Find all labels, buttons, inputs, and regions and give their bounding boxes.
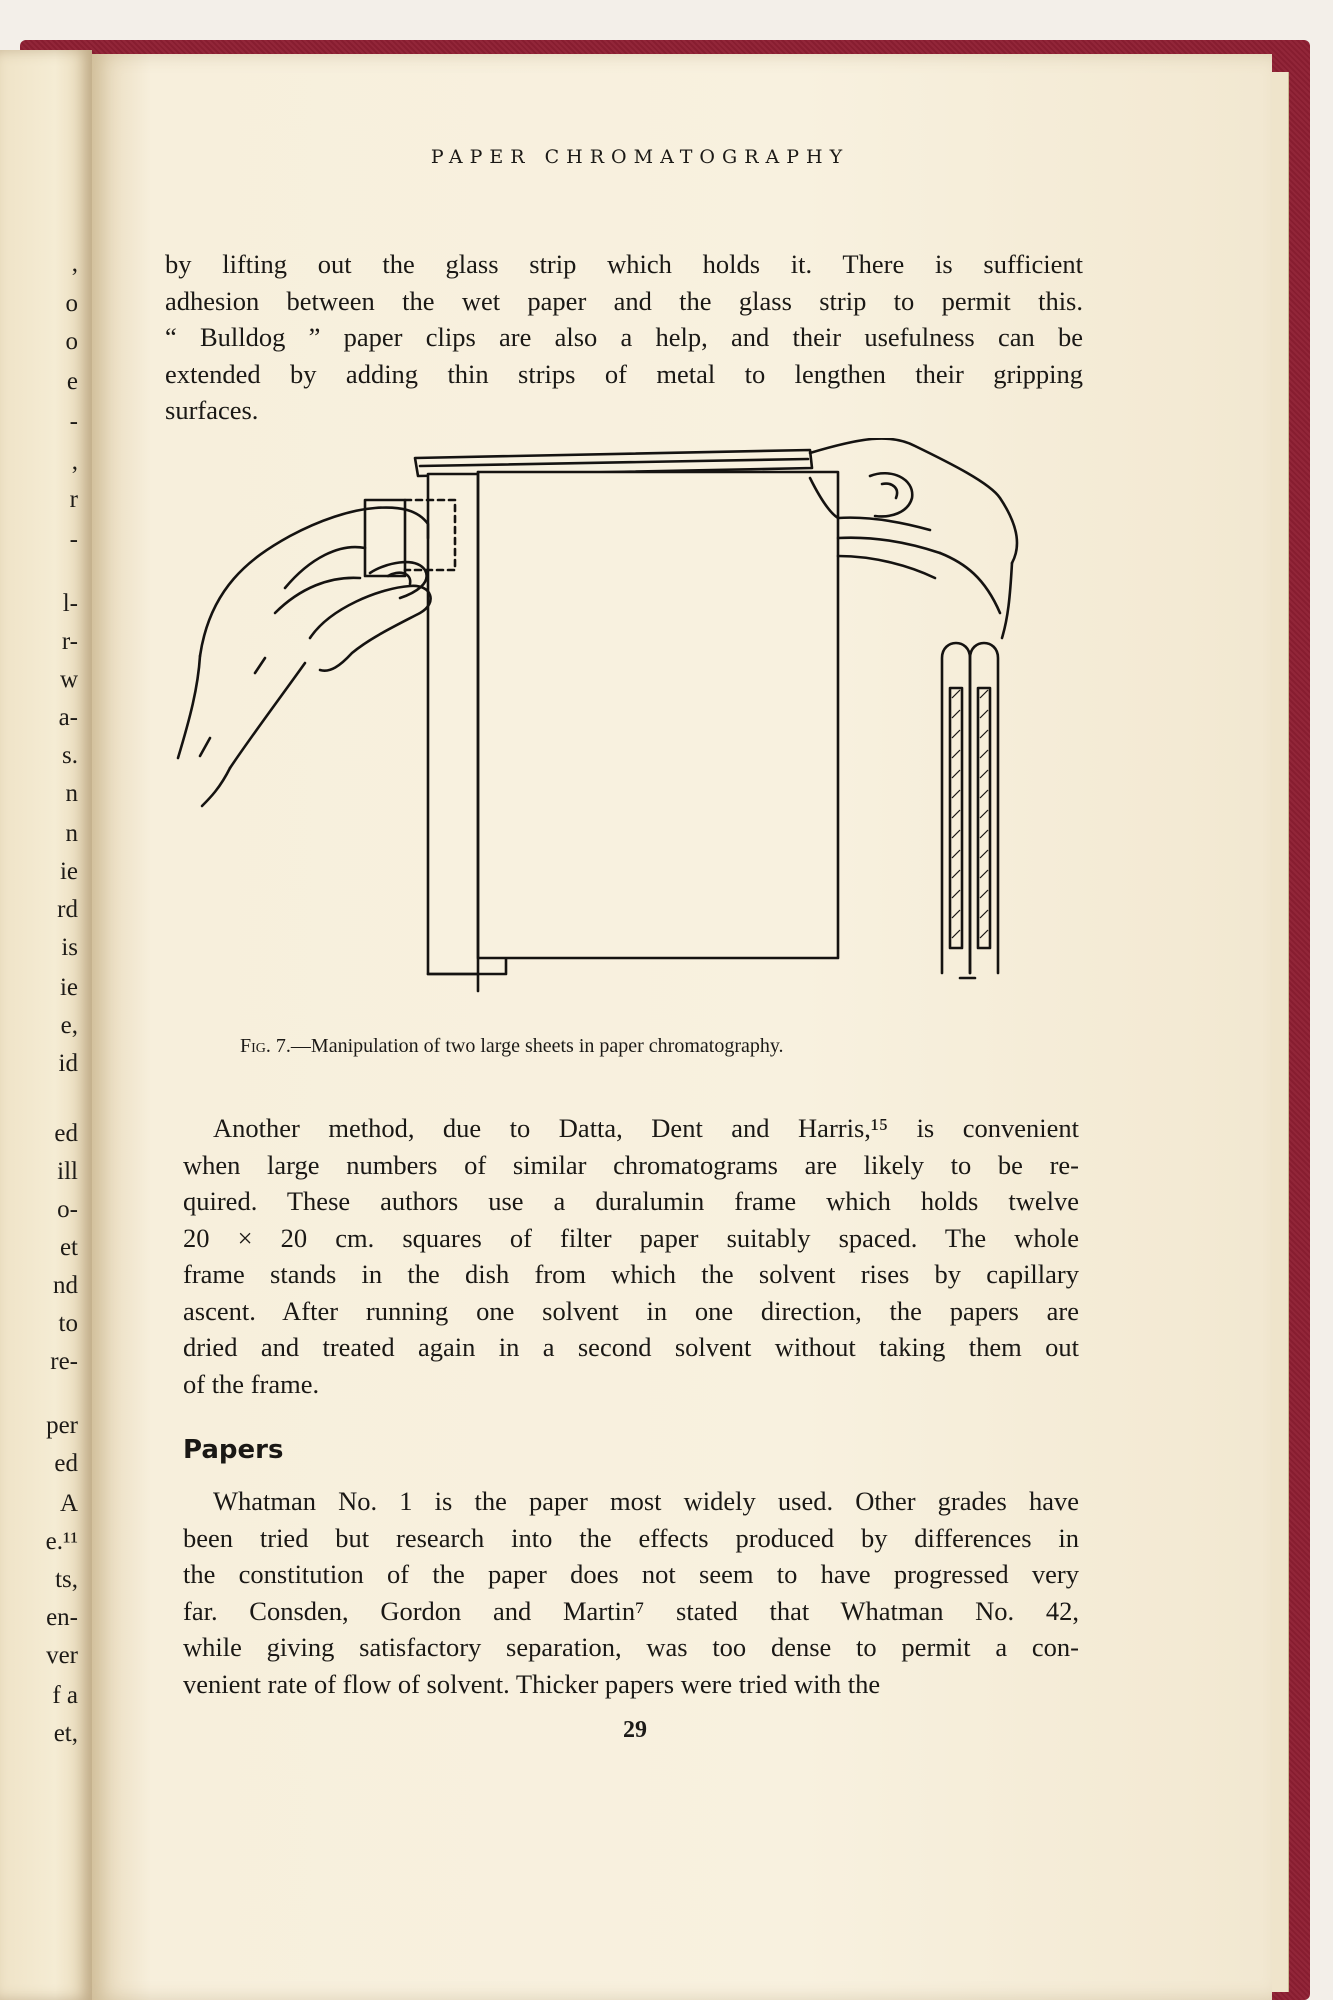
front-sheet bbox=[478, 472, 838, 958]
left-page-fragment: e, bbox=[60, 1012, 78, 1039]
text-line: quired. These authors use a duralumin frame which holds twelve bbox=[183, 1186, 1079, 1216]
text-line: when large numbers of similar chromatograms are likely to be re- bbox=[183, 1149, 1079, 1180]
left-page-fragment: e bbox=[66, 368, 78, 395]
paragraph-3 bbox=[183, 1483, 1079, 1702]
section-heading: Papers bbox=[183, 1435, 284, 1465]
left-page-fragment: nd bbox=[53, 1272, 78, 1299]
left-page-fragment: en- bbox=[46, 1604, 78, 1631]
text-line: adhesion between the wet paper and the glass strip to permit this. bbox=[165, 285, 1083, 316]
left-page bbox=[0, 50, 92, 2000]
left-page-fragment: , bbox=[71, 250, 78, 277]
left-page-fragment: per bbox=[46, 1412, 78, 1439]
left-page-fragment: o- bbox=[57, 1196, 78, 1223]
text-line: while giving satisfactory separation, was too dense to permit a con- bbox=[183, 1632, 1079, 1662]
left-page-fragment: ie bbox=[59, 974, 78, 1001]
left-page-fragment: ed bbox=[54, 1450, 78, 1477]
figure-caption-text: —Manipulation of two large sheets in paper chromatography. bbox=[290, 1035, 784, 1057]
text-line: the constitution of the paper does not seem to have progressed very bbox=[183, 1559, 1079, 1589]
left-page-fragment: ver bbox=[46, 1642, 78, 1669]
left-page-fragment: o bbox=[65, 290, 78, 317]
left-page-fragment: f a bbox=[52, 1682, 78, 1709]
text-line: far. Consden, Gordon and Martin⁷ stated that Whatman No. 42, bbox=[183, 1595, 1079, 1626]
left-page-fragment: to bbox=[58, 1310, 78, 1337]
text-line: frame stands in the dish from which the solvent rises by capillary bbox=[183, 1259, 1079, 1289]
text-line: of the frame. bbox=[183, 1368, 320, 1399]
left-page-fragment: n bbox=[65, 820, 78, 847]
left-page-fragment: et bbox=[59, 1234, 78, 1261]
left-page-fragment: A bbox=[59, 1490, 78, 1517]
text-line: Another method, due to Datta, Dent and Harris,¹⁵ is convenient bbox=[213, 1113, 1079, 1143]
left-page-fragment: , bbox=[71, 448, 78, 475]
figure-caption bbox=[240, 1035, 784, 1058]
running-head: PAPER CHROMATOGRAPHY bbox=[430, 146, 850, 168]
left-page-fragment: a- bbox=[58, 704, 78, 731]
left-page-fragment: rd bbox=[57, 896, 78, 923]
page-number: 29 bbox=[623, 1717, 647, 1743]
paragraph-2 bbox=[183, 1110, 1079, 1402]
left-page-fragment: r bbox=[69, 486, 78, 513]
text-line: venient rate of flow of solvent. Thicker papers were tried with the bbox=[183, 1668, 881, 1699]
text-line: by lifting out the glass strip which holds it. There is sufficient bbox=[165, 249, 1083, 279]
left-page-fragment: ill bbox=[57, 1158, 78, 1185]
left-page-fragment: l- bbox=[62, 590, 78, 617]
text-line: extended by adding thin strips of metal to lengthen their gripping bbox=[165, 358, 1083, 389]
paragraph-1 bbox=[165, 246, 1083, 429]
left-page-fragment: - bbox=[69, 526, 78, 553]
left-page-fragment: r- bbox=[61, 628, 78, 655]
text-line: ascent. After running one solvent in one direction, the papers are bbox=[183, 1295, 1079, 1326]
left-page-fragment: n bbox=[65, 780, 78, 807]
text-line: 20 × 20 cm. squares of filter paper suitably spaced. The whole bbox=[183, 1222, 1079, 1253]
left-page-fragment: s. bbox=[62, 742, 78, 769]
left-page-fragment: ie bbox=[59, 858, 78, 885]
left-page-fragment: ed bbox=[54, 1120, 78, 1147]
figure-illustration bbox=[170, 438, 1070, 1028]
left-page-fragment: e.¹¹ bbox=[45, 1528, 78, 1555]
left-page-fragment: o bbox=[65, 328, 78, 355]
page-edge bbox=[1280, 72, 1289, 1992]
cross-section-detail bbox=[942, 643, 998, 973]
left-page-fragment: is bbox=[61, 934, 78, 961]
figure-7 bbox=[170, 438, 1070, 1032]
text-line: dried and treated again in a second solvent without taking them out bbox=[183, 1332, 1079, 1362]
left-page-fragment: re- bbox=[50, 1348, 78, 1375]
left-page-fragment: et, bbox=[53, 1720, 78, 1747]
text-line: Whatman No. 1 is the paper most widely used. Other grades have bbox=[213, 1486, 1079, 1516]
left-page-fragment: ts, bbox=[55, 1566, 78, 1593]
left-page-fragment: - bbox=[69, 408, 78, 435]
left-page-fragment: w bbox=[59, 666, 78, 693]
left-page-fragment: id bbox=[58, 1050, 78, 1077]
text-line: surfaces. bbox=[165, 395, 259, 425]
figure-number: Fig. 7. bbox=[240, 1035, 291, 1057]
text-line: “ Bulldog ” paper clips are also a help, and their usefulness can be bbox=[165, 322, 1083, 352]
text-line: been tried but research into the effects produced by differences in bbox=[183, 1522, 1079, 1553]
